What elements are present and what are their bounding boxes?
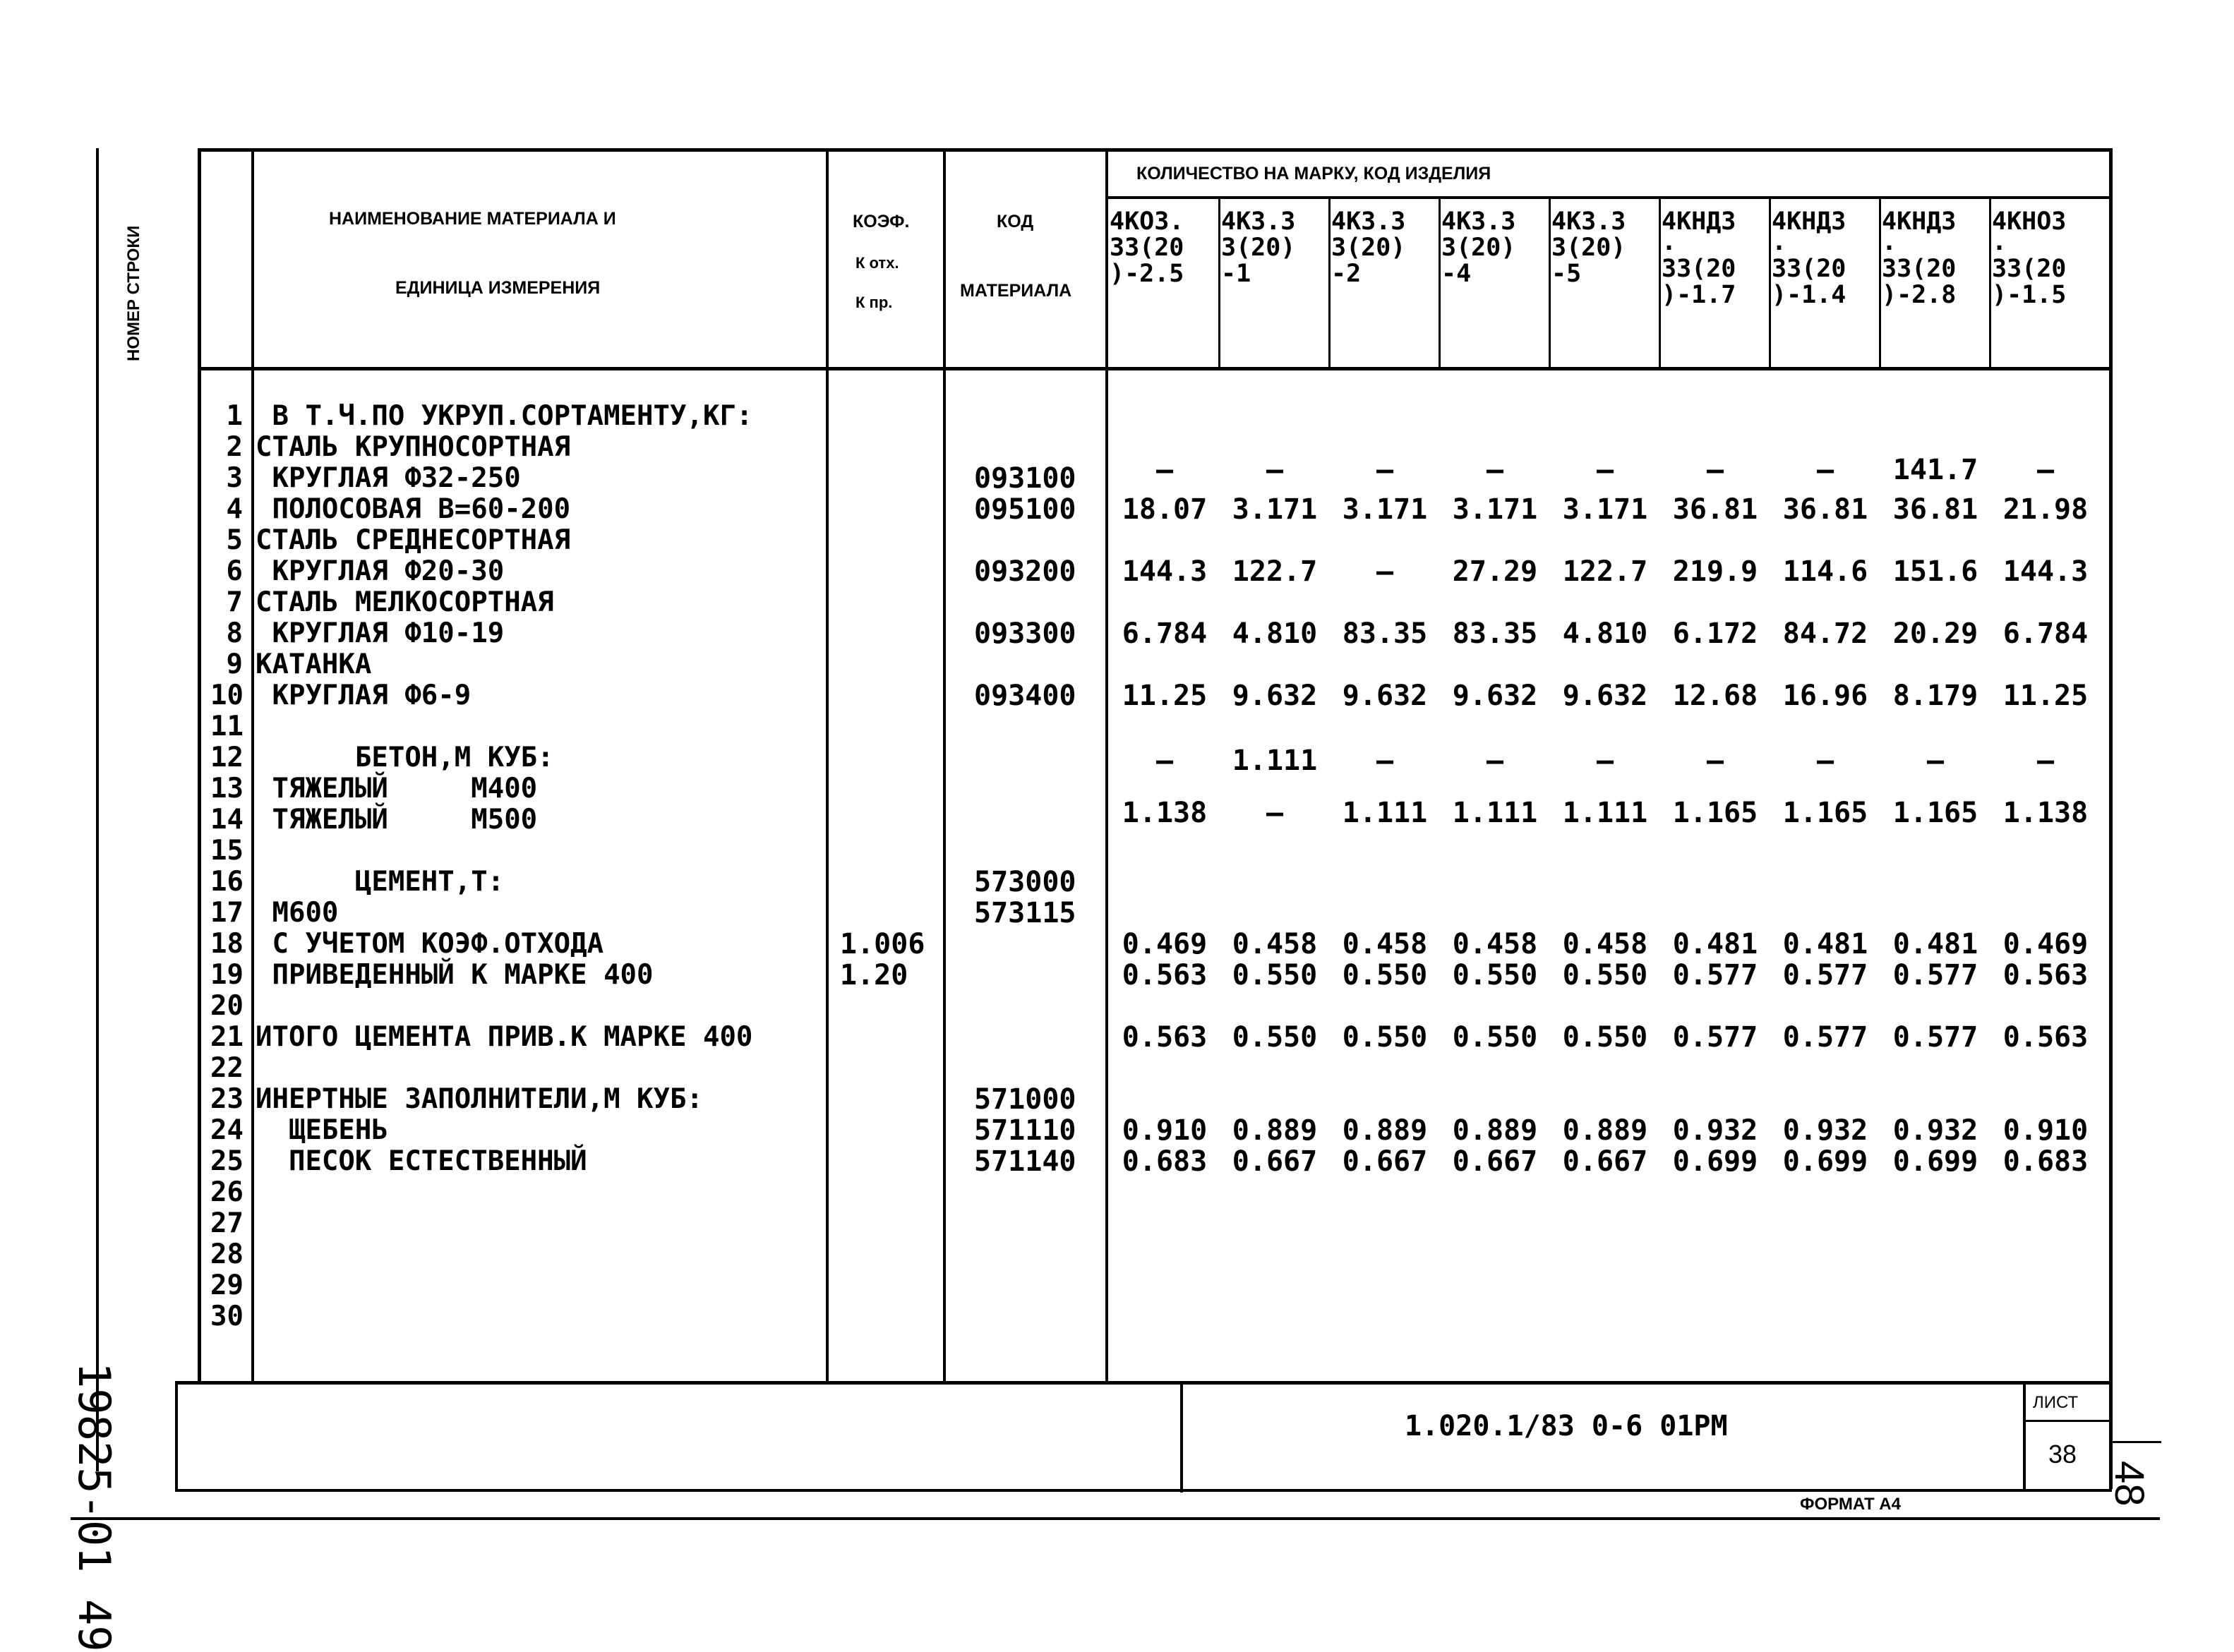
row-number: 8 xyxy=(226,617,243,649)
quantity-value: 0.481 xyxy=(1782,928,1868,960)
table-bottom-border xyxy=(175,1381,2112,1385)
document-code: 1.020.1/83 0-6 01РМ xyxy=(1405,1410,1728,1442)
mark-sep-4 xyxy=(1549,198,1551,369)
material-code: 571110 xyxy=(974,1114,1076,1147)
quantity-value: 151.6 xyxy=(1892,555,1978,588)
quantity-value: 219.9 xyxy=(1672,555,1758,588)
material-name: ПЕСОК ЕСТЕСТВЕННЫЙ xyxy=(256,1145,587,1177)
coefficient: 1.006 xyxy=(840,928,925,960)
material-name: СТАЛЬ КРУПНОСОРТНАЯ xyxy=(256,431,571,463)
row-number: 19 xyxy=(210,959,244,991)
quantity-value: 1.165 xyxy=(1782,797,1868,829)
code-header-line2: МАТЕРИАЛА xyxy=(960,281,1072,301)
row-number: 29 xyxy=(210,1270,244,1301)
quantity-value: 0.932 xyxy=(1892,1114,1978,1147)
quantity-value: 0.932 xyxy=(1782,1114,1868,1147)
row-number: 1 xyxy=(226,400,243,432)
mark-header-line: 4КНД3 xyxy=(1662,207,1736,236)
col-sep-4 xyxy=(1105,148,1108,1383)
quantity-value: 8.179 xyxy=(1892,680,1978,712)
mark-header-line: 33(20 xyxy=(1992,255,2067,283)
quantity-value: 36.81 xyxy=(1782,493,1868,526)
row-number: 28 xyxy=(210,1238,244,1270)
quantity-value: 0.683 xyxy=(1122,1145,1208,1178)
quantity-value: 0.563 xyxy=(1122,1021,1208,1054)
quantity-value: 1.138 xyxy=(1122,797,1208,829)
material-name: ЩЕБЕНЬ xyxy=(256,1114,388,1146)
quantity-value: 1.111 xyxy=(1452,797,1538,829)
quantity-value: – xyxy=(1376,555,1394,588)
mark-sep-8 xyxy=(1989,198,1991,369)
quantity-value: – xyxy=(1816,744,1834,777)
quantity-value: 6.172 xyxy=(1672,617,1758,650)
coef-header-line2: К отх. xyxy=(855,254,899,272)
quantity-value: – xyxy=(1266,454,1284,486)
material-name: М600 xyxy=(256,897,339,929)
mark-header-line: )-2.8 xyxy=(1882,281,1957,309)
code-header-line1: КОД xyxy=(997,212,1034,231)
mark-sep-6 xyxy=(1769,198,1771,369)
material-code: 573000 xyxy=(974,866,1076,898)
quantity-value: 36.81 xyxy=(1672,493,1758,526)
row-number: 21 xyxy=(210,1021,244,1053)
stamp-bottom xyxy=(175,1489,2112,1492)
mark-header-line: -2 xyxy=(1331,260,1362,288)
mark-header-line: 4К3.3 xyxy=(1551,207,1626,236)
page-number-box-top xyxy=(2112,1441,2161,1443)
mark-header-line: . xyxy=(1772,228,1787,256)
mark-header-line: 4К3.3 xyxy=(1441,207,1516,236)
material-name: КРУГЛАЯ Ф6-9 xyxy=(256,680,472,711)
quantity-value: 1.138 xyxy=(2002,797,2089,829)
row-number: 2 xyxy=(226,431,243,463)
mark-header-line: 3(20) xyxy=(1221,234,1296,262)
row-number: 12 xyxy=(210,742,244,773)
header-bottom-border xyxy=(198,367,2112,370)
mark-header-line: 4КНО3 xyxy=(1992,207,2067,236)
quantity-value: 27.29 xyxy=(1452,555,1538,588)
quantity-value: 11.25 xyxy=(2002,680,2089,712)
quantity-value: 9.632 xyxy=(1452,680,1538,712)
row-number: 13 xyxy=(210,773,244,804)
quantity-value: – xyxy=(1706,454,1724,486)
outer-left-border xyxy=(96,148,99,1471)
quantity-value: – xyxy=(1706,744,1724,777)
outer-bottom-border xyxy=(71,1517,2160,1520)
quantity-value: 0.699 xyxy=(1892,1145,1978,1178)
quantity-value: 114.6 xyxy=(1782,555,1868,588)
mark-sep-5 xyxy=(1659,198,1661,369)
qty-header-bottom xyxy=(1105,196,2112,199)
sheet-number: 38 xyxy=(2048,1440,2077,1469)
material-name: ПРИВЕДЕННЫЙ К МАРКЕ 400 xyxy=(256,959,654,991)
quantity-value: – xyxy=(1155,744,1174,777)
quantity-value: 0.469 xyxy=(2002,928,2089,960)
quantity-value: 0.481 xyxy=(1892,928,1978,960)
quantity-value: 0.577 xyxy=(1782,1021,1868,1054)
quantity-value: 0.469 xyxy=(1122,928,1208,960)
quantity-value: 83.35 xyxy=(1342,617,1428,650)
quantity-value: 0.910 xyxy=(1122,1114,1208,1147)
quantity-value: 0.458 xyxy=(1232,928,1318,960)
quantity-value: – xyxy=(1816,454,1834,486)
sheet-box-left xyxy=(2023,1383,2026,1492)
material-name: СТАЛЬ СРЕДНЕСОРТНАЯ xyxy=(256,524,571,556)
quantity-value: 0.481 xyxy=(1672,928,1758,960)
quantity-value: 4.810 xyxy=(1562,617,1648,650)
row-number: 17 xyxy=(210,897,244,929)
material-name: БЕТОН,М КУБ: xyxy=(256,742,554,773)
row-number: 23 xyxy=(210,1083,244,1115)
quantity-value: 3.171 xyxy=(1232,493,1318,526)
quantity-value: 11.25 xyxy=(1122,680,1208,712)
row-number: 24 xyxy=(210,1114,244,1146)
quantity-value: 0.550 xyxy=(1452,959,1538,991)
mark-header-line: 4К3.3 xyxy=(1221,207,1296,236)
page-number: 48 xyxy=(2106,1461,2152,1507)
mark-sep-3 xyxy=(1439,198,1441,369)
mark-header-line: -1 xyxy=(1221,260,1251,288)
mark-sep-2 xyxy=(1328,198,1331,369)
quantity-value: 84.72 xyxy=(1782,617,1868,650)
qty-header-label: КОЛИЧЕСТВО НА МАРКУ, КОД ИЗДЕЛИЯ xyxy=(1136,164,1491,183)
mark-header-1 xyxy=(1110,209,1184,287)
quantity-value: – xyxy=(1155,454,1174,486)
mark-header-line: 4КО3. xyxy=(1110,207,1184,236)
mark-header-line: )-1.7 xyxy=(1662,281,1736,309)
coef-header-line3: К пр. xyxy=(855,294,893,311)
mark-sep-1 xyxy=(1218,198,1220,369)
row-number: 16 xyxy=(210,866,244,898)
quantity-value: 141.7 xyxy=(1892,454,1978,486)
material-name: В Т.Ч.ПО УКРУП.СОРТАМЕНТУ,КГ: xyxy=(256,400,753,432)
quantity-value: 21.98 xyxy=(2002,493,2089,526)
quantity-value: – xyxy=(2036,744,2055,777)
quantity-value: 0.550 xyxy=(1232,1021,1318,1054)
col-sep-2 xyxy=(826,148,829,1383)
row-number: 27 xyxy=(210,1207,244,1239)
row-number: 20 xyxy=(210,990,244,1022)
row-number: 15 xyxy=(210,835,244,867)
material-code: 571140 xyxy=(974,1145,1076,1178)
material-name: С УЧЕТОМ КОЭФ.ОТХОДА xyxy=(256,928,604,960)
quantity-value: 0.458 xyxy=(1562,928,1648,960)
quantity-value: 122.7 xyxy=(1232,555,1318,588)
col-sep-3 xyxy=(943,148,946,1383)
material-name: КРУГЛАЯ Ф20-30 xyxy=(256,555,505,587)
material-name: ТЯЖЕЛЫЙ М400 xyxy=(256,773,538,804)
quantity-value: – xyxy=(1266,797,1284,829)
side-note: 19825-01 49 xyxy=(68,1362,120,1652)
material-name: КРУГЛАЯ Ф32-250 xyxy=(256,462,521,494)
material-code: 093300 xyxy=(974,617,1076,650)
quantity-value: 1.111 xyxy=(1562,797,1648,829)
quantity-value: 0.889 xyxy=(1342,1114,1428,1147)
quantity-value: 83.35 xyxy=(1452,617,1538,650)
mark-header-3 xyxy=(1331,209,1405,287)
quantity-value: 0.889 xyxy=(1452,1114,1538,1147)
quantity-value: 0.563 xyxy=(2002,1021,2089,1054)
material-name: КРУГЛАЯ Ф10-19 xyxy=(256,617,505,649)
mark-header-line: )-1.4 xyxy=(1772,281,1846,309)
quantity-value: – xyxy=(1486,744,1504,777)
row-number: 18 xyxy=(210,928,244,960)
row-number: 22 xyxy=(210,1052,244,1084)
material-name: ТЯЖЕЛЫЙ М500 xyxy=(256,804,538,836)
quantity-value: 0.550 xyxy=(1342,1021,1428,1054)
quantity-value: 6.784 xyxy=(2002,617,2089,650)
row-number: 10 xyxy=(210,680,244,711)
material-code: 095100 xyxy=(974,493,1076,526)
quantity-value: 3.171 xyxy=(1452,493,1538,526)
quantity-value: 1.165 xyxy=(1892,797,1978,829)
quantity-value: 0.667 xyxy=(1232,1145,1318,1178)
quantity-value: 144.3 xyxy=(1122,555,1208,588)
quantity-value: 0.910 xyxy=(2002,1114,2089,1147)
quantity-value: 1.111 xyxy=(1232,744,1318,777)
mark-header-line: 4К3.3 xyxy=(1331,207,1406,236)
material-name: КАТАНКА xyxy=(256,649,372,680)
quantity-value: 4.810 xyxy=(1232,617,1318,650)
quantity-value: – xyxy=(1926,744,1945,777)
quantity-value: 6.784 xyxy=(1122,617,1208,650)
material-name: СТАЛЬ МЕЛКОСОРТНАЯ xyxy=(256,586,554,618)
quantity-value: 0.550 xyxy=(1562,1021,1648,1054)
quantity-value: – xyxy=(2036,454,2055,486)
mark-header-line: )-2.5 xyxy=(1110,260,1184,288)
name-header-line2: ЕДИНИЦА ИЗМЕРЕНИЯ xyxy=(395,278,601,298)
mark-header-line: 33(20 xyxy=(1662,255,1736,283)
quantity-value: 0.577 xyxy=(1892,959,1978,991)
sheet-label: ЛИСТ xyxy=(2033,1393,2079,1412)
quantity-value: 0.458 xyxy=(1342,928,1428,960)
quantity-value: 0.667 xyxy=(1562,1145,1648,1178)
sheet-box-divider xyxy=(2023,1420,2112,1422)
quantity-value: 9.632 xyxy=(1342,680,1428,712)
mark-header-2 xyxy=(1221,209,1295,287)
material-name: ИТОГО ЦЕМЕНТА ПРИВ.К МАРКЕ 400 xyxy=(256,1021,753,1053)
mark-header-line: 4КНД3 xyxy=(1772,207,1846,236)
quantity-value: 0.932 xyxy=(1672,1114,1758,1147)
mark-header-7 xyxy=(1772,209,1846,308)
quantity-value: 0.550 xyxy=(1232,959,1318,991)
material-code: 573115 xyxy=(974,897,1076,929)
mark-header-line: . xyxy=(1662,228,1677,256)
quantity-value: – xyxy=(1376,454,1394,486)
row-number: 3 xyxy=(226,462,243,494)
row-number: 4 xyxy=(226,493,243,525)
quantity-value: 36.81 xyxy=(1892,493,1978,526)
material-code: 093200 xyxy=(974,555,1076,588)
quantity-value: 1.165 xyxy=(1672,797,1758,829)
mark-header-line: 3(20) xyxy=(1441,234,1516,262)
mark-header-line: -4 xyxy=(1441,260,1472,288)
material-name: ЦЕМЕНТ,Т: xyxy=(256,866,505,898)
quantity-value: 0.699 xyxy=(1782,1145,1868,1178)
quantity-value: 0.889 xyxy=(1562,1114,1648,1147)
quantity-value: 3.171 xyxy=(1562,493,1648,526)
mark-header-line: . xyxy=(1992,228,2007,256)
material-name: ПОЛОСОВАЯ В=60-200 xyxy=(256,493,571,525)
quantity-value: 144.3 xyxy=(2002,555,2089,588)
row-number: 11 xyxy=(210,711,244,742)
quantity-value: 9.632 xyxy=(1562,680,1648,712)
mark-header-9 xyxy=(1992,209,2066,308)
name-header-line1: НАИМЕНОВАНИЕ МАТЕРИАЛА И xyxy=(329,209,616,229)
quantity-value: 0.683 xyxy=(2002,1145,2089,1178)
quantity-value: 1.111 xyxy=(1342,797,1428,829)
quantity-value: 12.68 xyxy=(1672,680,1758,712)
material-code: 571000 xyxy=(974,1083,1076,1116)
quantity-value: 18.07 xyxy=(1122,493,1208,526)
mark-header-line: -5 xyxy=(1551,260,1582,288)
row-number: 6 xyxy=(226,555,243,587)
quantity-value: 0.699 xyxy=(1672,1145,1758,1178)
quantity-value: 0.550 xyxy=(1562,959,1648,991)
material-name: ИНЕРТНЫЕ ЗАПОЛНИТЕЛИ,М КУБ: xyxy=(256,1083,703,1115)
quantity-value: 0.577 xyxy=(1672,1021,1758,1054)
mark-header-6 xyxy=(1662,209,1736,308)
mark-header-line: 4КНД3 xyxy=(1882,207,1957,236)
mark-header-4 xyxy=(1441,209,1515,287)
quantity-value: 9.632 xyxy=(1232,680,1318,712)
mark-sep-7 xyxy=(1879,198,1881,369)
quantity-value: – xyxy=(1486,454,1504,486)
row-number: 7 xyxy=(226,586,243,618)
mark-header-line: 33(20 xyxy=(1110,234,1184,262)
mark-header-line: 3(20) xyxy=(1551,234,1626,262)
row-number: 14 xyxy=(210,804,244,836)
col-sep-1 xyxy=(251,148,254,1383)
stamp-divider xyxy=(1180,1383,1183,1493)
quantity-value: – xyxy=(1596,454,1614,486)
row-number: 30 xyxy=(210,1301,244,1332)
table-top-border xyxy=(198,148,2112,152)
coef-header-line1: КОЭФ. xyxy=(853,212,910,231)
material-code: 093400 xyxy=(974,680,1076,712)
quantity-value: 0.667 xyxy=(1452,1145,1538,1178)
quantity-value: 0.667 xyxy=(1342,1145,1428,1178)
quantity-value: 16.96 xyxy=(1782,680,1868,712)
row-number: 25 xyxy=(210,1145,244,1177)
mark-header-line: 33(20 xyxy=(1882,255,1957,283)
quantity-value: – xyxy=(1376,744,1394,777)
row-number: 26 xyxy=(210,1176,244,1208)
mark-header-line: . xyxy=(1882,228,1897,256)
quantity-value: 20.29 xyxy=(1892,617,1978,650)
quantity-value: 122.7 xyxy=(1562,555,1648,588)
row-number-header: НОМЕР СТРОКИ xyxy=(124,225,143,361)
material-code: 093100 xyxy=(974,462,1076,495)
quantity-value: 0.889 xyxy=(1232,1114,1318,1147)
quantity-value: 0.550 xyxy=(1342,959,1428,991)
coefficient: 1.20 xyxy=(840,959,908,991)
stamp-left xyxy=(175,1383,178,1492)
table-right-border xyxy=(2109,148,2113,1489)
quantity-value: – xyxy=(1596,744,1614,777)
mark-header-line: )-1.5 xyxy=(1992,281,2067,309)
quantity-value: 0.563 xyxy=(1122,959,1208,991)
mark-header-line: 3(20) xyxy=(1331,234,1406,262)
quantity-value: 0.563 xyxy=(2002,959,2089,991)
quantity-value: 0.577 xyxy=(1672,959,1758,991)
quantity-value: 3.171 xyxy=(1342,493,1428,526)
mark-header-line: 33(20 xyxy=(1772,255,1846,283)
row-number: 9 xyxy=(226,649,243,680)
quantity-value: 0.577 xyxy=(1782,959,1868,991)
quantity-value: 0.577 xyxy=(1892,1021,1978,1054)
quantity-value: 0.550 xyxy=(1452,1021,1538,1054)
quantity-value: 0.458 xyxy=(1452,928,1538,960)
mark-header-8 xyxy=(1882,209,1956,308)
mark-header-5 xyxy=(1551,209,1626,287)
table-left-border xyxy=(198,148,201,1383)
format-label: ФОРМАТ А4 xyxy=(1800,1495,1901,1514)
row-number: 5 xyxy=(226,524,243,556)
